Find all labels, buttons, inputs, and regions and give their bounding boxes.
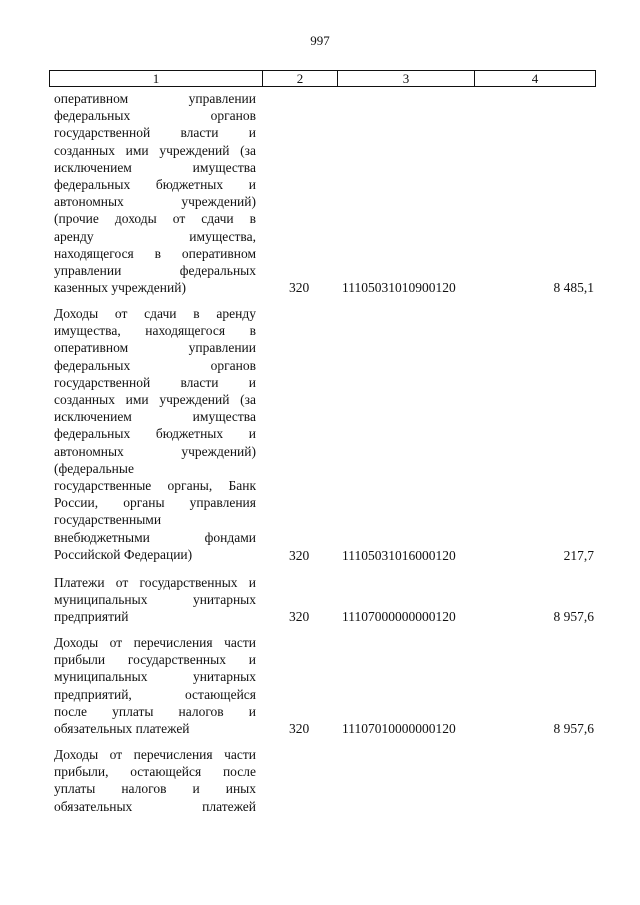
table-cell-col4: 217,7 [563, 548, 594, 563]
description-line: муниципальных унитарных [54, 669, 256, 685]
description-line: автономных учреждений) [54, 443, 256, 459]
table-cell-col3: 11105031010900120 [342, 280, 456, 295]
description-line: обязательных платежей [54, 721, 190, 737]
table-cell-col2: 320 [289, 280, 310, 295]
description-line: созданных ими учреждений (за [54, 392, 256, 408]
description-line: (федеральные [54, 460, 134, 476]
table-row-description [54, 746, 256, 815]
description-line: имущества, находящегося в [54, 323, 256, 339]
header-col-1: 1 [50, 71, 263, 86]
description-line: уплаты налогов и иных [54, 781, 256, 797]
description-line: государственные органы, Банк [54, 478, 256, 494]
description-line: Доходы от перечисления части [54, 635, 256, 650]
description-line: государственной власти и [54, 125, 256, 141]
page-number: 997 [310, 33, 330, 48]
description-line: исключением имущества [54, 409, 256, 425]
description-line: внебюджетными фондами [54, 529, 256, 545]
table-row-description [54, 90, 256, 296]
table-row-description [54, 305, 256, 563]
description-line: аренду имущества, [54, 228, 256, 244]
description-line: Доходы от перечисления части [54, 747, 256, 762]
description-line: государственными [54, 512, 162, 528]
description-line: федеральных органов [54, 357, 256, 373]
description-line: государственной власти и [54, 374, 256, 390]
description-line: России, органы управления [54, 495, 256, 511]
header-col-3: 3 [338, 71, 475, 86]
table-cell-col4: 8 485,1 [553, 280, 594, 295]
description-line: оперативном управлении [54, 91, 256, 106]
table-row-description [54, 574, 256, 626]
description-line: автономных учреждений) [54, 194, 256, 210]
header-col-4: 4 [531, 71, 539, 86]
description-line: казенных учреждений) [54, 280, 186, 296]
description-line: созданных ими учреждений (за [54, 142, 256, 158]
header-col-2: 2 [263, 71, 338, 86]
description-line: (прочие доходы от сдачи в [54, 211, 256, 227]
table-row-description [54, 634, 256, 737]
table-cell-col4: 8 957,6 [553, 609, 594, 624]
description-line: предприятий, остающейся [54, 686, 256, 702]
table-header-row [49, 70, 596, 87]
description-line: федеральных бюджетных и [54, 177, 256, 193]
description-line: исключением имущества [54, 159, 256, 175]
description-line: федеральных органов [54, 108, 256, 124]
table-cell-col2: 320 [289, 548, 310, 563]
description-line: управлении федеральных [54, 263, 256, 279]
description-line: Платежи от государственных и [54, 575, 256, 590]
description-line: муниципальных унитарных [54, 592, 256, 608]
description-line: Доходы от сдачи в аренду [54, 306, 256, 321]
description-line: находящегося в оперативном [54, 245, 256, 261]
table-cell-col3: 11105031016000120 [342, 548, 456, 563]
description-line: Российской Федерации) [54, 546, 193, 562]
table-cell-col2: 320 [289, 721, 310, 736]
description-line: обязательных платежей [54, 798, 256, 814]
description-line: после уплаты налогов и [54, 703, 256, 719]
description-line: оперативном управлении [54, 340, 256, 356]
description-line: федеральных бюджетных и [54, 426, 256, 442]
description-line: предприятий [54, 609, 129, 625]
table-cell-col3: 11107010000000120 [342, 721, 456, 736]
description-line: прибыли государственных и [54, 652, 256, 668]
description-line: прибыли, остающейся после [54, 764, 256, 780]
table-cell-col4: 8 957,6 [553, 721, 594, 736]
table-cell-col3: 11107000000000120 [342, 609, 456, 624]
table-cell-col2: 320 [289, 609, 310, 624]
